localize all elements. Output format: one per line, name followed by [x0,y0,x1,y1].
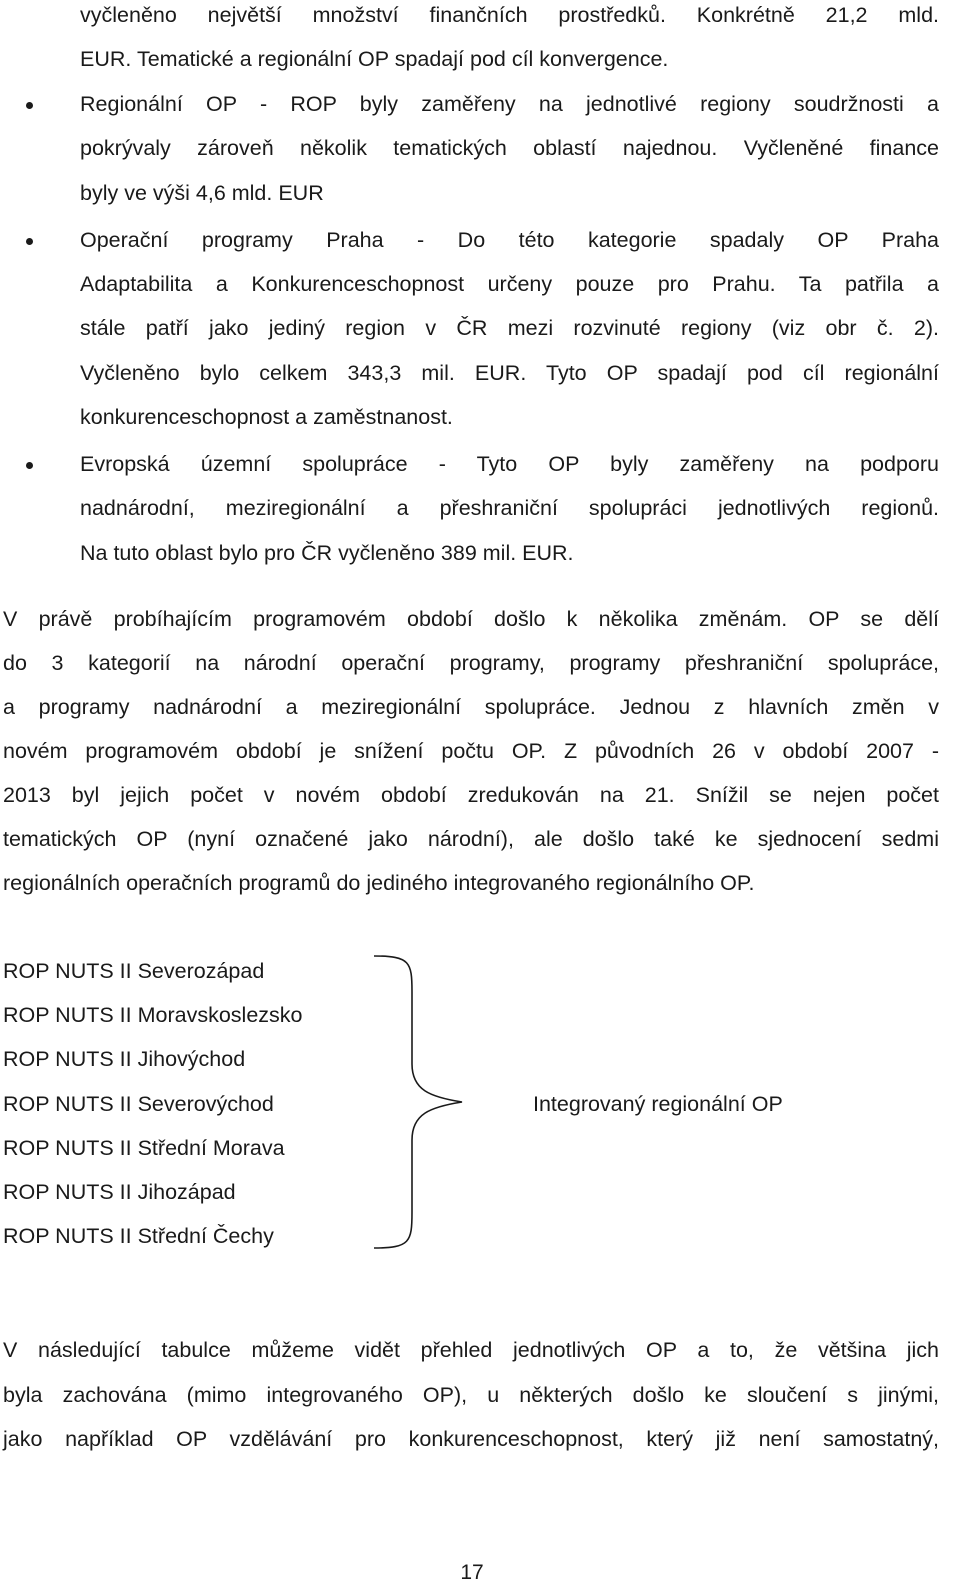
text-line: Adaptabilita a Konkurenceschopnost určeny pouze pro Prahu. Ta patřila a [80,272,939,296]
text-line: byly ve výši 4,6 mld. EUR [80,181,324,205]
rop-list-item: ROP NUTS II Střední Morava [3,1136,285,1160]
paragraph-line: a programy nadnárodní a meziregionální spolupráce. Jednou z hlavních změn v [3,695,939,719]
paragraph-line: do 3 kategorií na národní operační programy, programy přeshraniční spolupráce, [3,651,939,675]
text-line: Regionální OP - ROP byly zaměřeny na jednotlivé regiony soudržnosti a [80,92,939,116]
text-line: EUR. Tematické a regionální OP spadají pod cíl konvergence. [80,47,669,71]
text-line: pokrývaly zároveň několik tematických oblastí najednou. Vyčleněné finance [80,136,939,160]
bullet-dot [26,462,33,469]
bullet-dot [26,238,33,245]
text-line: Operační programy Praha - Do této kategorie spadaly OP Praha [80,228,939,252]
text-line: Evropská územní spolupráce - Tyto OP byly zaměřeny na podporu [80,452,939,476]
integrated-regional-op-label: Integrovaný regionální OP [533,1092,783,1116]
bullet-dot [26,102,33,109]
text-line: konkurenceschopnost a zaměstnanost. [80,405,453,429]
paragraph-line: tematických OP (nyní označené jako národní), ale došlo také ke sjednocení sedmi [3,827,939,851]
rop-list-item: ROP NUTS II Severozápad [3,959,265,983]
paragraph-line: regionálních operačních programů do jediného integrovaného regionálního OP. [3,871,755,895]
text-line: Na tuto oblast bylo pro ČR vyčleněno 389 mil. EUR. [80,541,574,565]
rop-list-item: ROP NUTS II Severovýchod [3,1092,274,1116]
text-line: stále patří jako jediný region v ČR mezi rozvinuté regiony (viz obr č. 2). [80,316,939,340]
page-number: 17 [460,1561,484,1584]
paragraph-line: 2013 byl jejich počet v novém období zredukován na 21. Snížil se nejen počet [3,783,939,807]
rop-list-item: ROP NUTS II Moravskoslezsko [3,1003,303,1027]
paragraph-line: jako například OP vzdělávání pro konkurenceschopnost, který již není samostatný, [3,1427,939,1451]
rop-list-item: ROP NUTS II Střední Čechy [3,1224,274,1248]
rop-list-item: ROP NUTS II Jihozápad [3,1180,236,1204]
text-line: nadnárodní, meziregionální a přeshraniční spolupráci jednotlivých regionů. [80,496,939,520]
paragraph-line: V následující tabulce můžeme vidět přehled jednotlivých OP a to, že většina jich [3,1338,939,1362]
curly-brace-icon [370,952,470,1252]
text-line: vyčleněno největší množství finančních prostředků. Konkrétně 21,2 mld. [80,3,939,27]
text-line: Vyčleněno bylo celkem 343,3 mil. EUR. Tyto OP spadají pod cíl regionální [80,361,939,385]
paragraph-line: byla zachována (mimo integrovaného OP), u některých došlo ke sloučení s jinými, [3,1383,939,1407]
paragraph-line: V právě probíhajícím programovém období došlo k několika změnám. OP se dělí [3,607,939,631]
paragraph-line: novém programovém období je snížení počtu OP. Z původních 26 v období 2007 - [3,739,939,763]
rop-list-item: ROP NUTS II Jihovýchod [3,1047,246,1071]
